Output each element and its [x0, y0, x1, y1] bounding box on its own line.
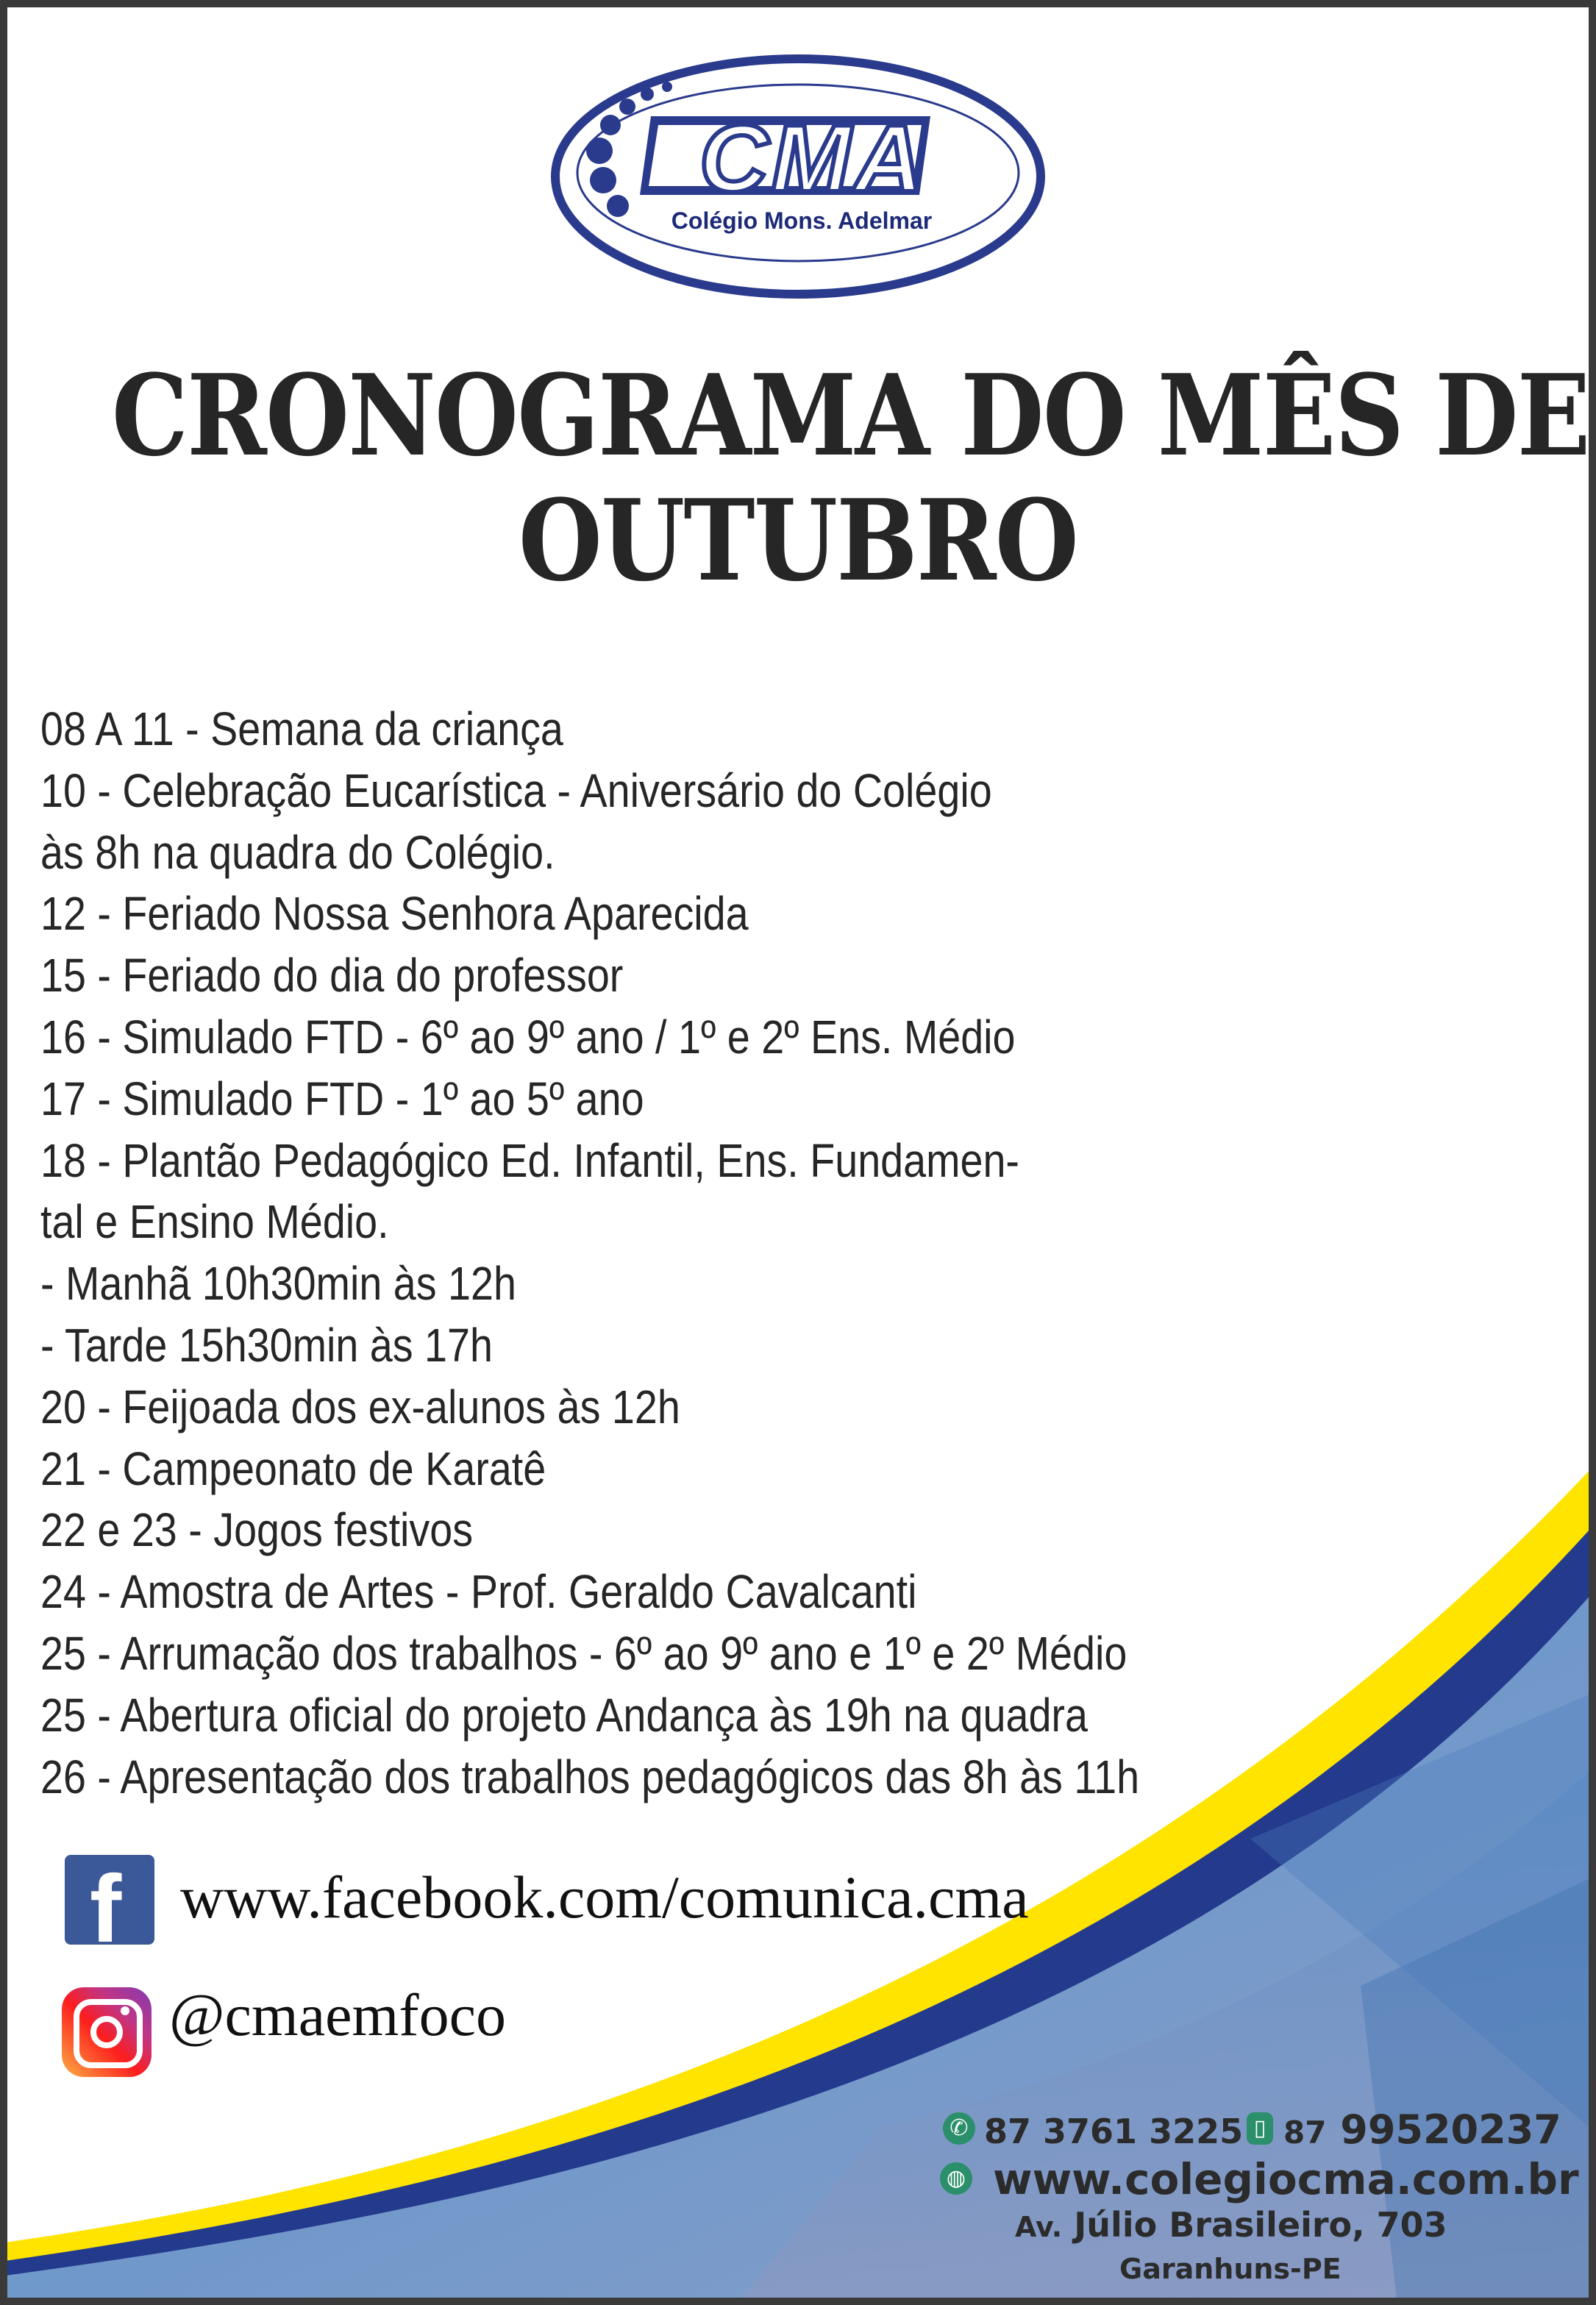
schedule-line: 15 - Feriado do dia do professor: [40, 949, 624, 1002]
schedule-line: 17 - Simulado FTD - 1º ao 5º ano: [40, 1072, 644, 1125]
address-street: Júlio Brasileiro, 703: [1074, 2205, 1447, 2245]
globe-icon: ◍: [940, 2162, 972, 2195]
schedule-line: 18 - Plantão Pedagógico Ed. Infantil, Ens. Fundamen-: [40, 1133, 1019, 1187]
schedule-line: às 8h na quadra do Colégio.: [40, 825, 555, 879]
facebook-link[interactable]: www.facebook.com/comunica.cma: [180, 1864, 1029, 1931]
schedule-line: 24 - Amostra de Artes - Prof. Geraldo Cavalcanti: [40, 1565, 917, 1619]
schedule-line: 12 - Feriado Nossa Senhora Aparecida: [40, 887, 749, 941]
mobile-icon: ▯: [1247, 2112, 1273, 2145]
logo-subtitle: Colégio Mons. Adelmar: [671, 207, 933, 234]
schedule-line: 22 e 23 - Jogos festivos: [40, 1503, 474, 1557]
schedule-line: 21 - Campeonato de Karatê: [40, 1442, 546, 1495]
website-link[interactable]: www.colegiocma.com.br: [993, 2154, 1579, 2204]
address: [1015, 2203, 1447, 2249]
facebook-icon[interactable]: [65, 1855, 154, 1962]
title-line-1: CRONOGRAMA DO MÊS DE: [111, 349, 1589, 481]
phone-icon: ✆: [943, 2112, 975, 2145]
mobile-digits: 99520237: [1340, 2106, 1561, 2153]
address-prefix: Av.: [1015, 2211, 1063, 2243]
schedule-line: 20 - Feijoada dos ex-alunos às 12h: [40, 1380, 680, 1433]
facebook-glyph: f: [90, 1855, 122, 1962]
phone-number: 87 3761 3225: [984, 2112, 1244, 2151]
page-title: [111, 349, 1589, 606]
title-line-2: OUTUBRO: [518, 474, 1078, 606]
instagram-icon[interactable]: [62, 1987, 152, 2077]
schedule-line: 10 - Celebração Eucarística - Aniversário do Colégio: [40, 763, 992, 817]
mobile-number: [1283, 2108, 1561, 2155]
schedule-line: - Tarde 15h30min às 17h: [40, 1318, 493, 1372]
city: Garanhuns-PE: [1119, 2253, 1342, 2285]
logo-wordmark: CMA: [699, 104, 927, 212]
schedule-line: 16 - Simulado FTD - 6º ao 9º ano / 1º e 2º Ens. Médio: [40, 1010, 1016, 1064]
schedule-line: tal e Ensino Médio.: [40, 1195, 389, 1249]
mobile-prefix: 87: [1283, 2115, 1327, 2151]
schedule-line: 25 - Abertura oficial do projeto Andança às 19h na quadra: [40, 1688, 1088, 1742]
schedule-line: - Manhã 10h30min às 12h: [40, 1257, 516, 1311]
schedule-line: 08 A 11 - Semana da criança: [40, 702, 563, 755]
instagram-handle[interactable]: @cmaemfoco: [169, 1981, 506, 2048]
schedule-line: 26 - Apresentação dos trabalhos pedagógicos das 8h às 11h: [40, 1750, 1140, 1803]
school-logo: [548, 51, 1048, 302]
schedule-list: [40, 699, 1379, 1808]
schedule-line: 25 - Arrumação dos trabalhos - 6º ao 9º ano e 1º e 2º Médio: [40, 1626, 1127, 1680]
